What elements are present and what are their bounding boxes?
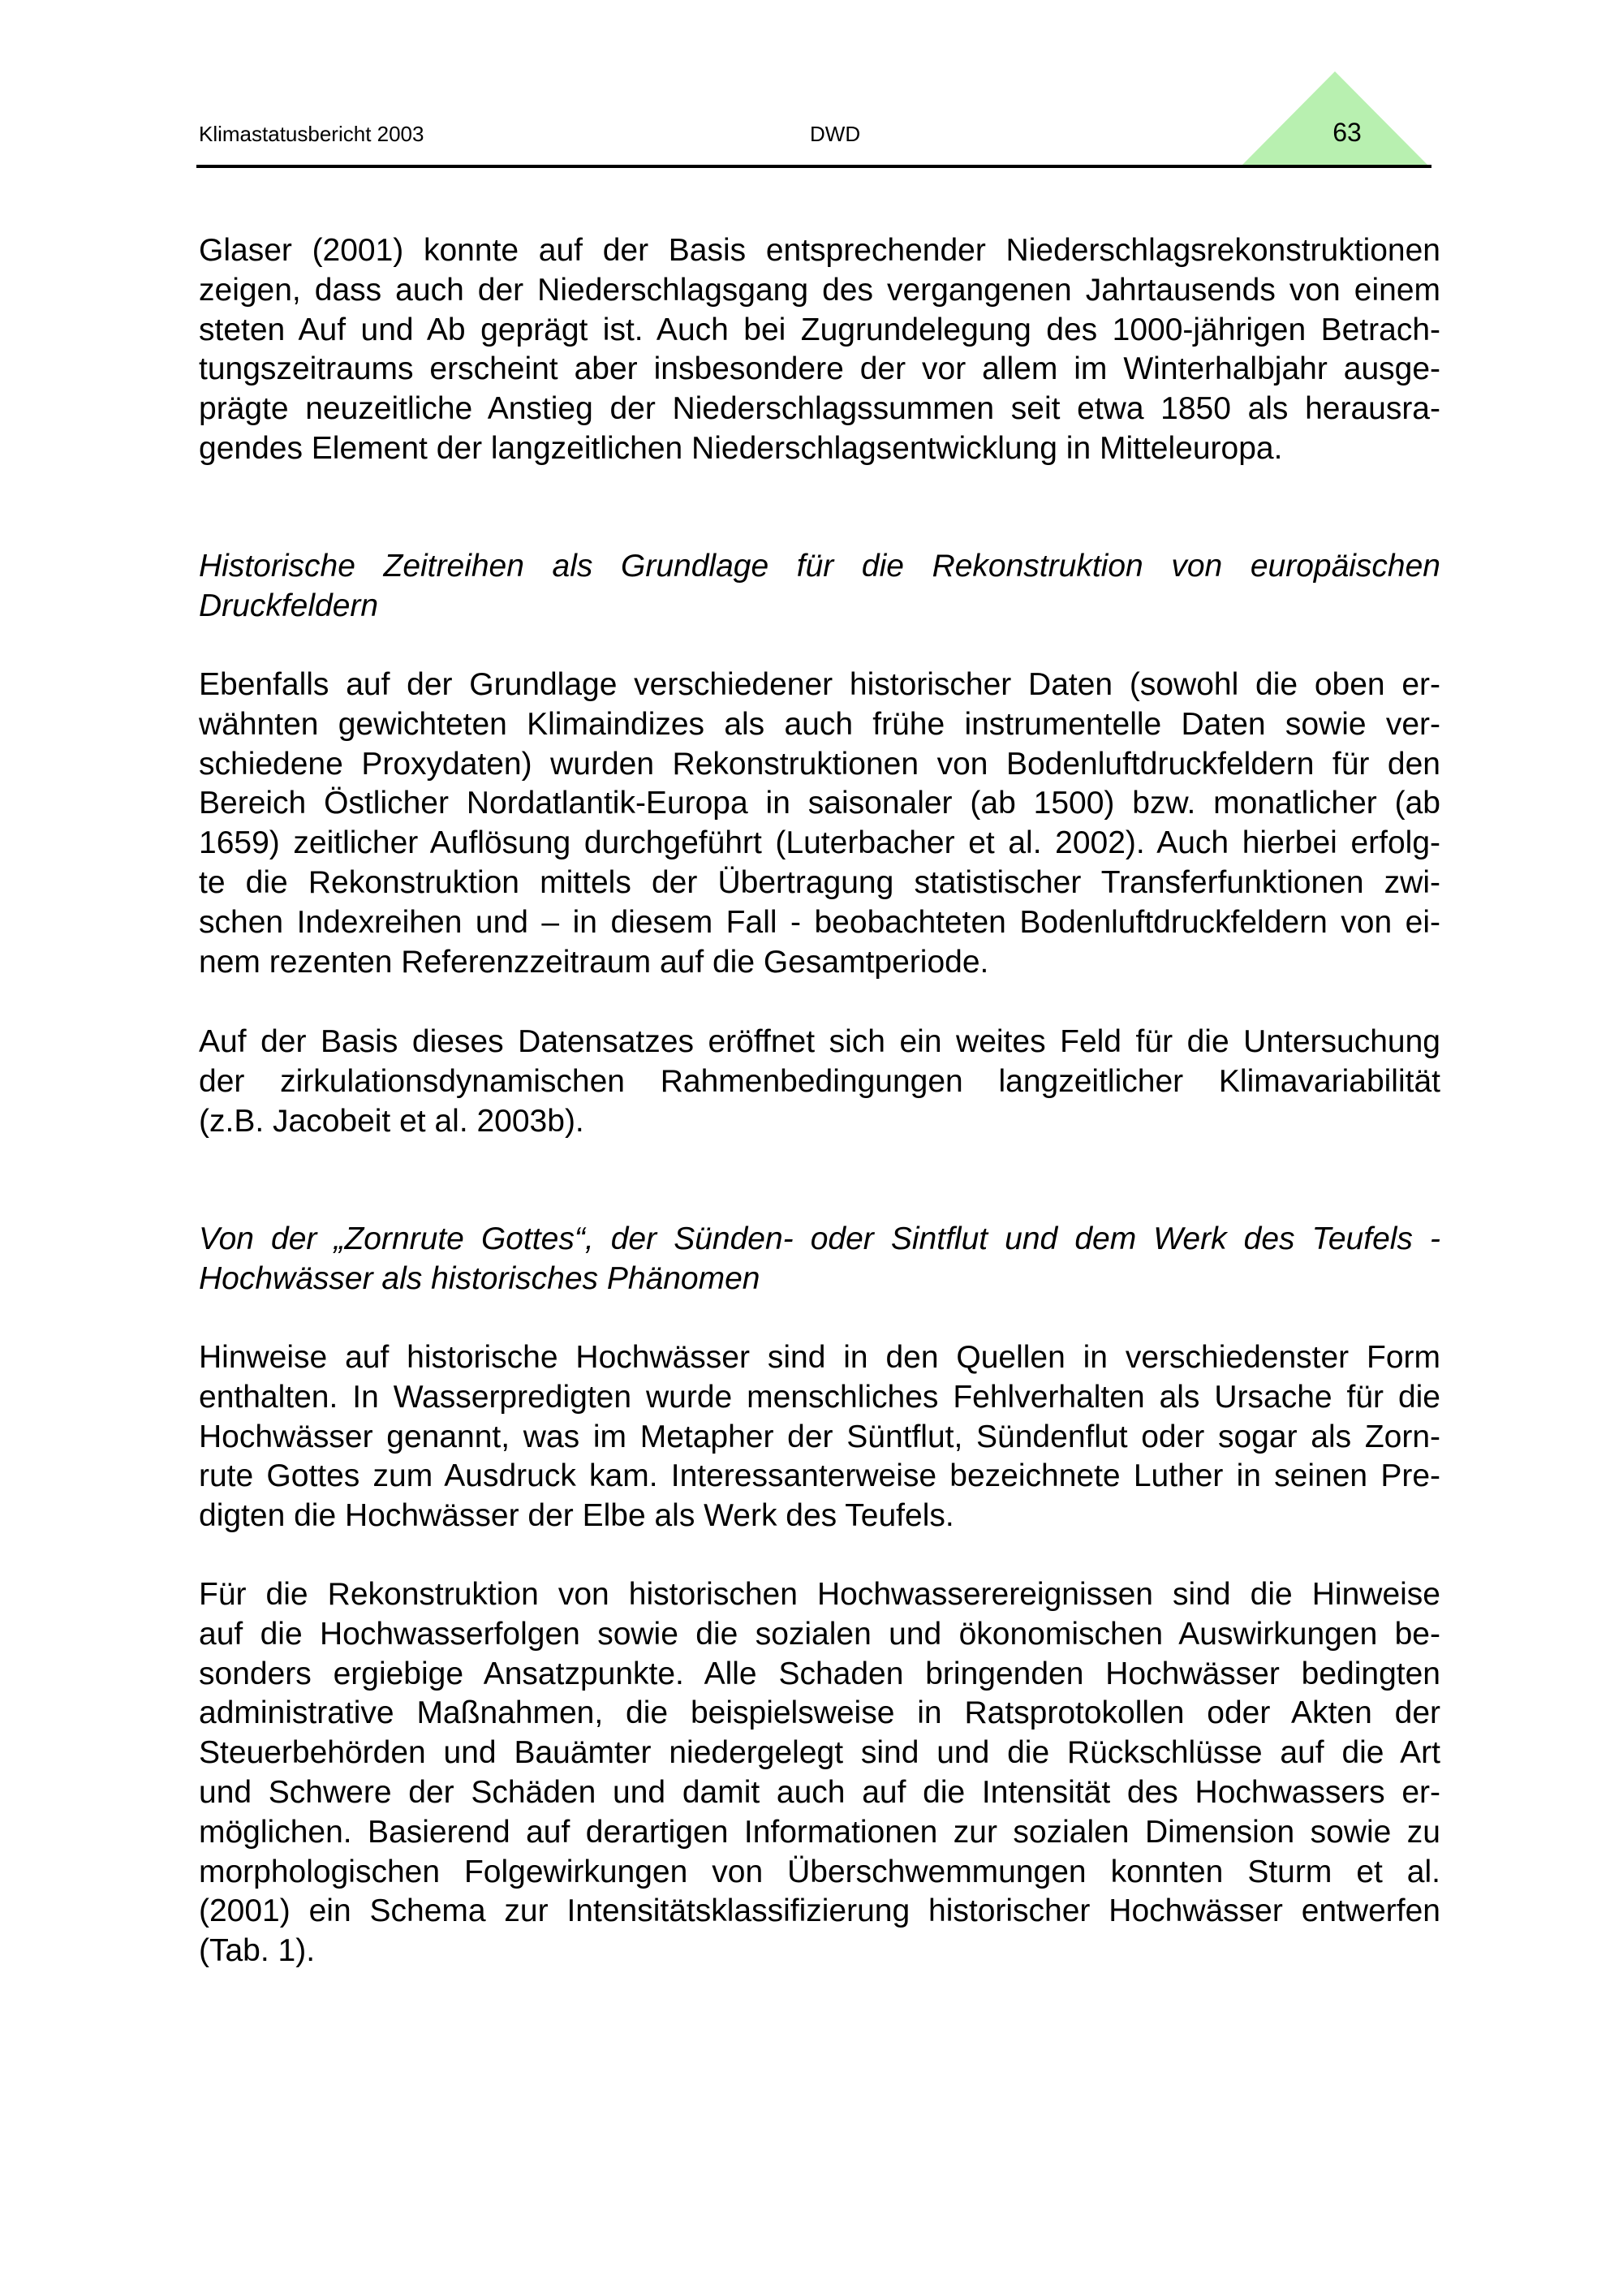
page-number: 63 <box>1332 118 1362 147</box>
text-line: Bereich Östlicher Nordatlantik-Europa in saisonaler (ab 1500) bzw. monatlicher (ab <box>199 786 1440 821</box>
text-line: (z.B. Jacobeit et al. 2003b). <box>199 1103 584 1139</box>
paragraph <box>199 1023 1440 1141</box>
text-line: Für die Rekonstruktion von historischen Hochwasserereignissen sind die Hinweise <box>199 1577 1440 1612</box>
text-line: Hochwässer genannt, was im Metapher der Süntflut, Sündenflut oder sogar als Zorn- <box>199 1419 1440 1454</box>
text-line: tungszeitraums erscheint aber insbesondere der vor allem im Winterhalbjahr ausge- <box>199 351 1440 387</box>
text-line: nem rezenten Referenzzeitraum auf die Gesamtperiode. <box>199 944 989 980</box>
text-line: wähnten gewichteten Klimaindizes als auch frühe instrumentelle Daten sowie ver- <box>199 706 1440 742</box>
text-line: gendes Element der langzeitlichen Niederschlagsentwicklung in Mitteleuropa. <box>199 430 1283 466</box>
text-line: zeigen, dass auch der Niederschlagsgang des vergangenen Jahrtausends von einem <box>199 272 1440 308</box>
text-line: prägte neuzeitliche Anstieg der Niederschlagssummen seit etwa 1850 als herausra- <box>199 391 1440 427</box>
text-line: te die Rekonstruktion mittels der Übertragung statistischer Transferfunktionen zwi- <box>199 864 1440 900</box>
paragraph <box>199 1575 1440 1971</box>
header-rule <box>196 165 1431 168</box>
text-line: steten Auf und Ab geprägt ist. Auch bei Zugrundelegung des 1000-jährigen Betrach- <box>199 312 1440 347</box>
text-line: Historische Zeitreihen als Grundlage für die Rekonstruktion von europäischen <box>199 549 1440 584</box>
paragraph <box>199 231 1440 469</box>
text-line: enthalten. In Wasserpredigten wurde menschliches Fehlverhalten als Ursache für die <box>199 1379 1440 1415</box>
text-line: (Tab. 1). <box>199 1933 316 1969</box>
text-line: Auf der Basis dieses Datensatzes eröffnet sich ein weites Feld für die Untersuchung <box>199 1024 1440 1059</box>
text-line: schiedene Proxydaten) wurden Rekonstruktionen von Bodenluftdruckfeldern für den <box>199 746 1440 782</box>
text-line: möglichen. Basierend auf derartigen Informationen zur sozialen Dimension sowie zu <box>199 1814 1440 1850</box>
paragraph <box>199 666 1440 982</box>
text-line: schen Indexreihen und – in diesem Fall - beobachteten Bodenluftdruckfeldern von ei- <box>199 904 1440 940</box>
text-line: Steuerbehörden und Bauämter niedergelegt sind und die Rückschlüsse auf die Art <box>199 1735 1440 1771</box>
section-heading <box>199 1220 1440 1299</box>
text-line: digten die Hochwässer der Elbe als Werk des Teufels. <box>199 1498 954 1534</box>
section-heading <box>199 547 1440 627</box>
text-line: sonders ergiebige Ansatzpunkte. Alle Schaden bringenden Hochwässer bedingten <box>199 1656 1440 1691</box>
header-report-title: Klimastatusbericht 2003 <box>199 122 424 146</box>
text-line: Ebenfalls auf der Grundlage verschiedener historischer Daten (sowohl die oben er- <box>199 667 1440 702</box>
text-line: der zirkulationsdynamischen Rahmenbedingungen langzeitlicher Klimavariabilität <box>199 1063 1440 1099</box>
text-line: administrative Maßnahmen, die beispielsweise in Ratsprotokollen oder Akten der <box>199 1695 1440 1731</box>
text-line: 1659) zeitlicher Auflösung durchgeführt (Luterbacher et al. 2002). Auch hierbei erfolg- <box>199 825 1440 861</box>
text-line: Druckfeldern <box>199 588 379 623</box>
text-line: und Schwere der Schäden und damit auch auf die Intensität des Hochwassers er- <box>199 1774 1440 1810</box>
text-line: Glaser (2001) konnte auf der Basis entsprechender Niederschlagsrekonstruktionen <box>199 233 1440 268</box>
text-line: morphologischen Folgewirkungen von Überschwemmungen konnten Sturm et al. <box>199 1854 1440 1889</box>
paragraph <box>199 1338 1440 1536</box>
header-publisher: DWD <box>810 122 861 146</box>
text-line: auf die Hochwasserfolgen sowie die sozialen und ökonomischen Auswirkungen be- <box>199 1616 1440 1652</box>
text-line: Hinweise auf historische Hochwässer sind in den Quellen in verschiedenster Form <box>199 1340 1440 1375</box>
text-line: Hochwässer als historisches Phänomen <box>199 1260 760 1296</box>
text-line: rute Gottes zum Ausdruck kam. Interessanterweise bezeichnete Luther in seinen Pre- <box>199 1458 1440 1494</box>
text-line: Von der „Zornrute Gottes“, der Sünden- oder Sintflut und dem Werk des Teufels - <box>199 1221 1440 1256</box>
text-line: (2001) ein Schema zur Intensitätsklassifizierung historischer Hochwässer entwerfen <box>199 1893 1440 1929</box>
